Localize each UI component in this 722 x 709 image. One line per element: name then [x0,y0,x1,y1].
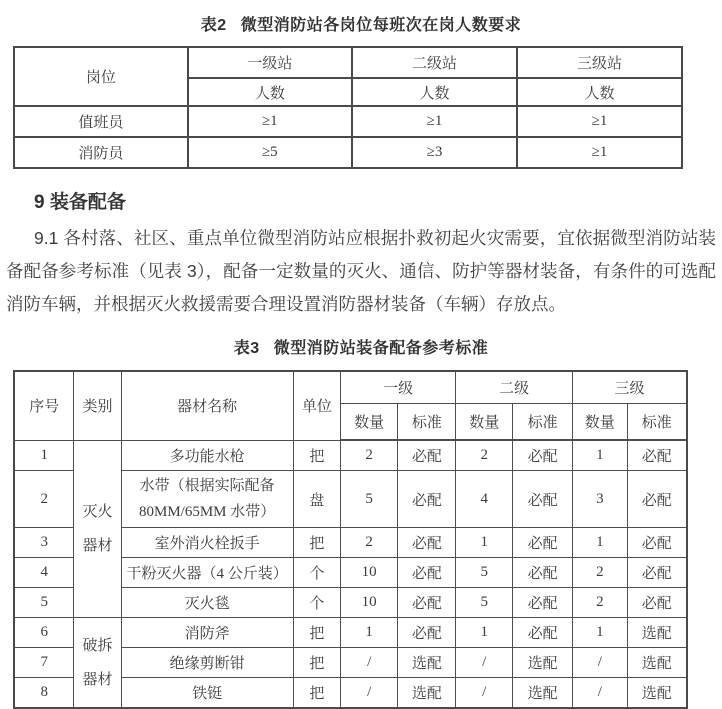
table2-title-text: 微型消防站各岗位每班次在岗人数要求 [240,17,522,34]
table3-subheader-std: 标准 [513,404,573,441]
table3-title-text: 微型消防站装备配备参考标准 [273,340,489,357]
cell-qty: / [340,648,398,678]
cell-name: 绝缘剪断钳 [121,648,293,678]
cell-seq: 7 [14,648,74,678]
cell-name: 多功能水枪 [121,440,293,471]
cell-std: 选配 [627,678,687,709]
cell-seq: 3 [14,528,74,558]
table2-title [0,0,722,35]
cell-seq: 1 [14,440,74,471]
cell-std: 必配 [513,440,573,471]
cell-std: 必配 [513,528,573,558]
cell-qty: / [573,678,628,709]
cell-qty: 4 [456,471,513,528]
cell-unit: 把 [293,528,340,558]
table3 [13,370,688,709]
category-line: 器材 [82,671,113,688]
cell-qty: / [573,648,628,678]
table3-header-level3: 三级 [573,371,687,404]
table2-cell-value: ≥1 [188,106,352,137]
table3-header-level2: 二级 [456,371,573,404]
cell-seq: 8 [14,678,74,709]
cell-qty: 10 [340,558,398,588]
table3-row-6 [14,618,687,648]
cell-std: 必配 [513,588,573,618]
cell-std: 必配 [513,558,573,588]
table3-header-category: 类别 [74,371,121,440]
table2-subheader-count1: 人数 [188,78,352,106]
cell-std: 选配 [627,648,687,678]
table2-title-prefix: 表2 [200,17,227,34]
section-paragraph: 9.1 各村落、社区、重点单位微型消防站应根据扑救初起火灾需要，宜依据微型消防站装备配备参考标准（见表 3），配备一定数量的灭火、通信、防护等器材装备，有条件的可选配消防车辆，并根据灭火救援需要合理设置消防器材装备（车辆）存放点。 [6,228,716,314]
table2-header-row-1 [14,47,682,78]
cell-std: 必配 [627,440,687,471]
cell-std: 选配 [398,678,456,709]
cell-qty: 10 [340,588,398,618]
cell-unit: 盘 [293,471,340,528]
table3-header-row-1 [14,371,687,404]
section-9 [0,187,722,321]
table2-header-level3: 三级站 [517,47,682,78]
table2-cell-value: ≥1 [517,106,682,137]
table3-row-1 [14,440,687,471]
table2-cell-value: ≥1 [517,137,682,168]
table2-cell-position: 消防员 [14,137,188,168]
category-line: 灭火 [82,503,113,520]
cell-std: 必配 [398,440,456,471]
table2-corner-header: 岗位 [14,47,188,106]
category-line: 破拆 [82,637,113,654]
table2-cell-value: ≥1 [352,106,517,137]
cell-std: 必配 [398,528,456,558]
cell-unit: 把 [293,648,340,678]
cell-std: 必配 [627,588,687,618]
cell-qty: 2 [340,528,398,558]
cell-qty: 5 [340,471,398,528]
cell-name: 消防斧 [121,618,293,648]
cell-unit: 把 [293,678,340,709]
cell-name: 干粉灭火器（4 公斤装） [121,558,293,588]
cell-qty: 1 [573,528,628,558]
table3-subheader-std: 标准 [398,404,456,441]
table3-header-seq: 序号 [14,371,74,440]
cell-std: 选配 [627,618,687,648]
cell-std: 选配 [513,678,573,709]
cell-std: 必配 [627,471,687,528]
cell-seq: 2 [14,471,74,528]
table3-header-level1: 一级 [340,371,455,404]
table3-subheader-std: 标准 [627,404,687,441]
table2-cell-value: ≥3 [352,137,517,168]
cell-qty: 1 [573,440,628,471]
table2-cell-position: 值班员 [14,106,188,137]
cell-qty: 2 [573,558,628,588]
cell-std: 必配 [513,471,573,528]
cell-qty: 1 [340,618,398,648]
category-line: 器材 [82,537,113,554]
cell-std: 必配 [627,528,687,558]
cell-name [121,471,293,528]
cell-std: 选配 [513,648,573,678]
cell-std: 必配 [398,588,456,618]
cell-qty: / [456,678,513,709]
table3-header-unit: 单位 [293,371,340,440]
cell-qty: 2 [340,440,398,471]
table3-header-name: 器材名称 [121,371,293,440]
table2-header-level1: 一级站 [188,47,352,78]
cell-qty: 1 [573,618,628,648]
table2-header-level2: 二级站 [352,47,517,78]
table2-subheader-count2: 人数 [352,78,517,106]
table2 [13,46,683,169]
name-line: 水带（根据实际配备 [139,478,275,494]
cell-seq: 5 [14,588,74,618]
cell-seq: 4 [14,558,74,588]
cell-qty: 2 [456,440,513,471]
cell-std: 必配 [398,618,456,648]
cell-qty: 5 [456,588,513,618]
table3-title [0,335,722,358]
table2-row-firefighter [14,137,682,168]
category-firefighting [74,440,121,618]
cell-std: 必配 [398,558,456,588]
cell-unit: 个 [293,558,340,588]
cell-name: 室外消火栓扳手 [121,528,293,558]
cell-name: 铁铤 [121,678,293,709]
cell-std: 必配 [627,558,687,588]
cell-std: 必配 [513,618,573,648]
cell-qty: 3 [573,471,628,528]
cell-seq: 6 [14,618,74,648]
table3-subheader-qty: 数量 [340,404,398,441]
table2-row-duty-officer [14,106,682,137]
cell-name: 灭火毯 [121,588,293,618]
cell-std: 选配 [398,648,456,678]
cell-unit: 个 [293,588,340,618]
table2-subheader-count3: 人数 [517,78,682,106]
cell-qty: / [456,648,513,678]
table2-cell-value: ≥5 [188,137,352,168]
cell-qty: 2 [573,588,628,618]
table3-title-prefix: 表3 [233,340,260,357]
cell-qty: 5 [456,558,513,588]
section-heading: 9 装备配备 [34,192,126,213]
cell-std: 必配 [398,471,456,528]
table3-subheader-qty: 数量 [456,404,513,441]
cell-qty: 1 [456,618,513,648]
name-line: 80MM/65MM 水带） [139,504,276,520]
cell-unit: 把 [293,618,340,648]
cell-qty: 1 [456,528,513,558]
cell-unit: 把 [293,440,340,471]
cell-qty: / [340,678,398,709]
table3-subheader-qty: 数量 [573,404,628,441]
category-demolition [74,618,121,709]
